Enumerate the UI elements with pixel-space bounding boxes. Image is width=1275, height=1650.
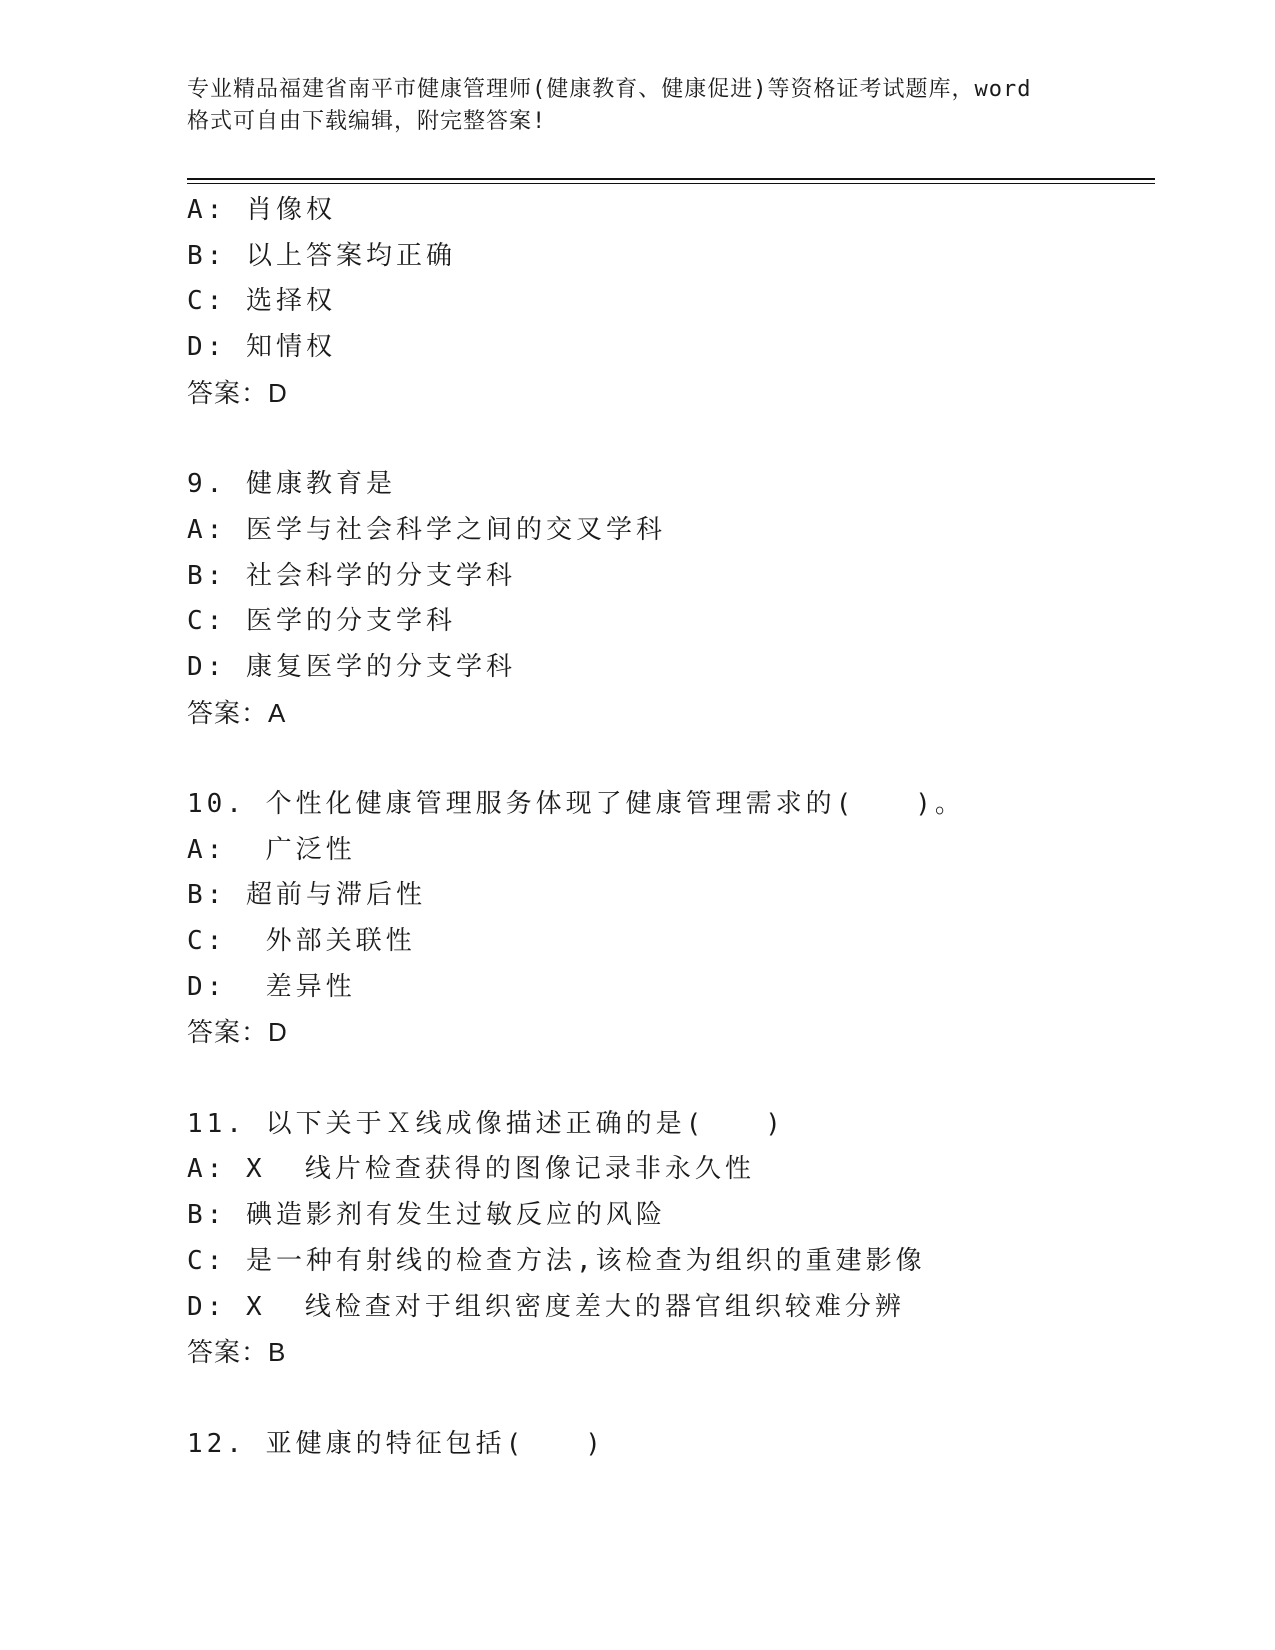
question-stem bbox=[187, 782, 1147, 828]
option-label: B: bbox=[187, 560, 246, 591]
option-b bbox=[187, 554, 1147, 600]
option-a bbox=[187, 508, 1147, 554]
header-divider-thick bbox=[187, 178, 1155, 180]
question-list bbox=[187, 188, 1147, 1467]
question-text: 个性化健康管理服务体现了健康管理需求的( )。 bbox=[265, 788, 965, 819]
option-b bbox=[187, 234, 1147, 280]
option-text: 选择权 bbox=[245, 286, 336, 317]
option-label: C: bbox=[187, 606, 246, 637]
option-text: 碘造影剂有发生过敏反应的风险 bbox=[245, 1200, 666, 1231]
option-label: D: bbox=[187, 971, 246, 1002]
question-stem bbox=[187, 1422, 1147, 1468]
answer-line: 答案：B bbox=[187, 1337, 287, 1368]
option-a bbox=[187, 828, 1147, 874]
option-b bbox=[187, 1193, 1147, 1239]
question-number: 12. bbox=[187, 1428, 266, 1459]
option-c bbox=[187, 919, 1147, 965]
option-text: 外部关联性 bbox=[245, 926, 416, 956]
question-stem bbox=[187, 462, 1147, 508]
option-d bbox=[187, 1285, 1147, 1331]
option-label: A: bbox=[187, 1154, 246, 1185]
question-number: 9. bbox=[187, 469, 246, 500]
option-label: B: bbox=[187, 1200, 246, 1231]
option-a bbox=[187, 1147, 1147, 1193]
option-d bbox=[187, 965, 1147, 1011]
question-number: 10. bbox=[187, 788, 266, 819]
spacer bbox=[187, 1056, 1147, 1102]
answer-line: 答案：D bbox=[187, 1017, 288, 1048]
option-label: C: bbox=[187, 1245, 246, 1276]
option-c bbox=[187, 599, 1147, 645]
option-text: 以上答案均正确 bbox=[245, 240, 456, 271]
option-label: C: bbox=[187, 286, 246, 317]
option-label: D: bbox=[187, 1291, 246, 1322]
option-text: 广泛性 bbox=[245, 834, 356, 865]
option-d bbox=[187, 325, 1147, 371]
question-text: 健康教育是 bbox=[245, 469, 396, 500]
question-text: 亚健康的特征包括( ) bbox=[265, 1428, 605, 1459]
document-header: 专业精品福建省南平市健康管理师(健康教育、健康促进)等资格证考试题库，word 格式可自由下载编辑，附完整答案! bbox=[187, 77, 1032, 134]
option-c bbox=[187, 1239, 1147, 1285]
option-text: X 线检查对于组织密度差大的器官组织较难分辨 bbox=[245, 1291, 905, 1322]
option-a bbox=[187, 188, 1147, 234]
question-stem bbox=[187, 1102, 1147, 1148]
option-d bbox=[187, 645, 1147, 691]
option-text: 超前与滞后性 bbox=[245, 880, 426, 911]
option-label: B: bbox=[187, 880, 246, 911]
option-label: A: bbox=[187, 834, 246, 865]
option-text: 社会科学的分支学科 bbox=[245, 560, 516, 591]
option-label: A: bbox=[187, 195, 246, 225]
option-label: D: bbox=[187, 651, 246, 682]
option-b bbox=[187, 873, 1147, 919]
answer-line: 答案：A bbox=[187, 697, 287, 728]
option-text: 康复医学的分支学科 bbox=[245, 651, 516, 682]
option-text: X 线片检查获得的图像记录非永久性 bbox=[245, 1154, 755, 1185]
spacer bbox=[187, 1376, 1147, 1422]
option-c bbox=[187, 279, 1147, 325]
spacer bbox=[187, 416, 1147, 462]
option-text: 知情权 bbox=[245, 332, 336, 363]
option-text: 是一种有射线的检查方法,该检查为组织的重建影像 bbox=[245, 1245, 926, 1276]
option-label: C: bbox=[187, 926, 246, 956]
spacer bbox=[187, 736, 1147, 782]
option-label: D: bbox=[187, 332, 246, 363]
option-text: 医学的分支学科 bbox=[245, 606, 456, 637]
question-number: 11. bbox=[187, 1108, 266, 1139]
header-divider-thin bbox=[187, 183, 1155, 184]
option-label: A: bbox=[187, 514, 246, 545]
option-label: B: bbox=[187, 240, 246, 271]
option-text: 肖像权 bbox=[245, 195, 336, 225]
option-text: 医学与社会科学之间的交叉学科 bbox=[245, 514, 666, 545]
option-text: 差异性 bbox=[245, 971, 356, 1002]
answer-line: 答案：D bbox=[187, 377, 288, 408]
question-text: 以下关于Ｘ线成像描述正确的是( ) bbox=[265, 1108, 785, 1139]
